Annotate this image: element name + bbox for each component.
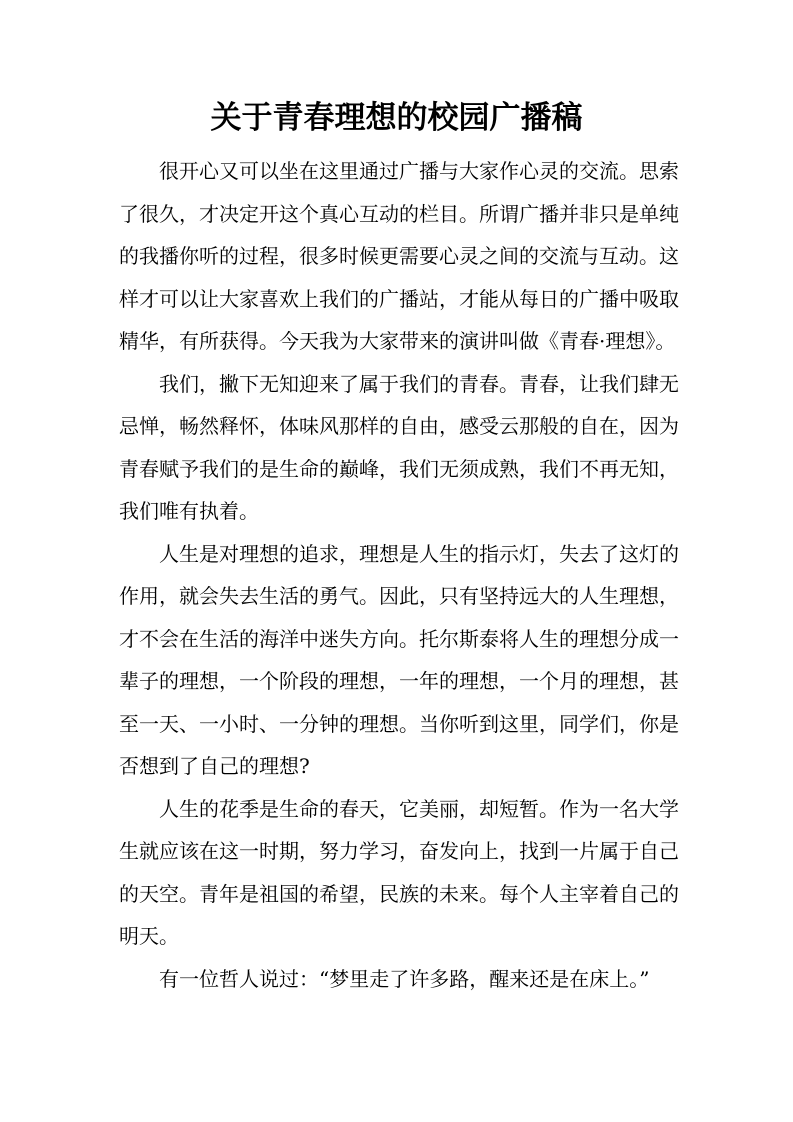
document-title: 关于青春理想的校园广播稿 bbox=[210, 100, 583, 136]
paragraph-4: 人生的花季是生命的春天，它美丽，却短暂。作为一名大学生就应该在这一时期，努力学习，奋发向上，找到一片属于自己的天空。青年是祖国的希望，民族的未来。每个人主宰着自己的明天。 bbox=[119, 796, 679, 948]
paragraph-5: 有一位哲人说过：“梦里走了许多路，醒来还是在床上。” bbox=[159, 966, 650, 991]
paragraph-2: 我们，撇下无知迎来了属于我们的青春。青春，让我们肆无忌惮，畅然释怀，体味风那样的自由，感受云那般的自在，因为青春赋予我们的是生命的巅峰，我们无须成熟，我们不再无知，我们唯有执着。 bbox=[119, 371, 679, 523]
paragraph-3: 人生是对理想的追求，理想是人生的指示灯，失去了这灯的作用，就会失去生活的勇气。因此，只有坚持远大的人生理想，才不会在生活的海洋中迷失方向。托尔斯泰将人生的理想分成一辈子的理想，一个阶段的理想，一年的理想，一个月的理想，甚至一天、一小时、一分钟的理想。当你听到这里，同学们，你是否想到了自己的理想? bbox=[119, 541, 679, 778]
paragraph-1: 很开心又可以坐在这里通过广播与大家作心灵的交流。思索了很久，才决定开这个真心互动的栏目。所谓广播并非只是单纯的我播你听的过程，很多时候更需要心灵之间的交流与互动。这样才可以让大家喜欢上我们的广播站，才能从每日的广播中吸取精华，有所获得。今天我为大家带来的演讲叫做《青春·理想》。 bbox=[119, 159, 679, 353]
document-body bbox=[119, 150, 679, 1000]
